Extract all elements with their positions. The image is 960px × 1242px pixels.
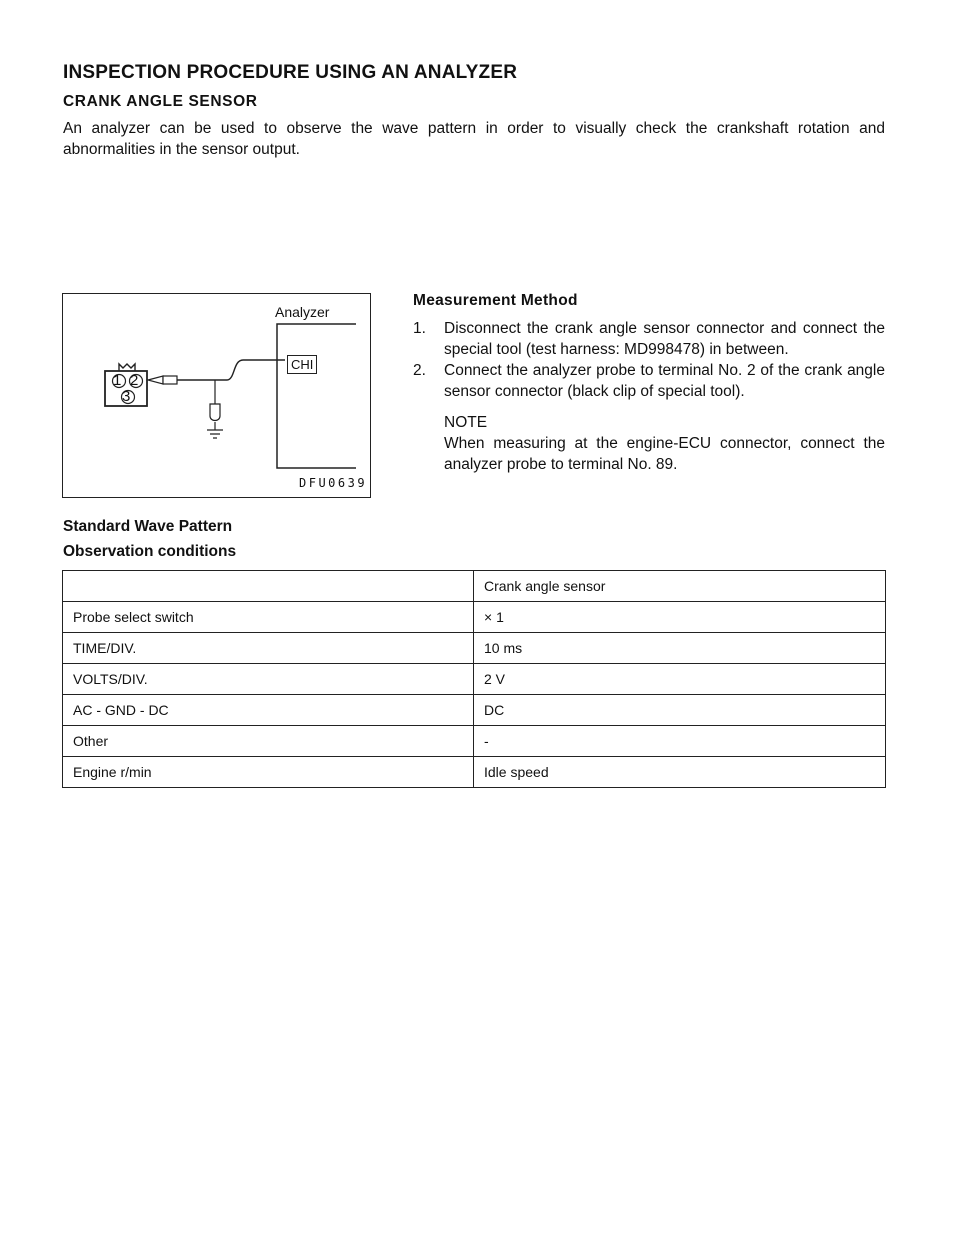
table-cell-label: Engine r/min: [63, 757, 474, 788]
measurement-method-title: Measurement Method: [413, 292, 578, 309]
table-header-row: [63, 571, 886, 602]
table-cell-value: × 1: [474, 602, 886, 633]
table-cell-value: DC: [474, 695, 886, 726]
measurement-steps: [413, 318, 885, 475]
note-block: [444, 412, 885, 475]
table-cell-label: TIME/DIV.: [63, 633, 474, 664]
table-cell-value: 2 V: [474, 664, 886, 695]
analyzer-label: Analyzer: [275, 304, 330, 320]
table-cell-value: Idle speed: [474, 757, 886, 788]
table-cell-label: AC - GND - DC: [63, 695, 474, 726]
table-cell-label: Other: [63, 726, 474, 757]
observation-conditions-table: [62, 570, 886, 788]
note-label: NOTE: [444, 414, 488, 431]
table-row: [63, 695, 886, 726]
table-row: [63, 602, 886, 633]
connection-diagram: [62, 293, 371, 498]
pin-3-label: 3: [122, 388, 131, 405]
observation-conditions-title: Observation conditions: [63, 543, 237, 560]
table-cell-label: VOLTS/DIV.: [63, 664, 474, 695]
table-row: [63, 757, 886, 788]
step-number: 2.: [413, 362, 426, 379]
step-text: Connect the analyzer probe to terminal No. 2 of the crank angle sensor connector (black clip of special tool).: [444, 362, 885, 400]
table-header-cell: [63, 571, 474, 602]
standard-wave-pattern-title: Standard Wave Pattern: [63, 518, 233, 535]
wiring-drawing: [63, 294, 369, 496]
pin-2-label: 2: [130, 372, 139, 389]
table-row: [63, 664, 886, 695]
table-cell-value: -: [474, 726, 886, 757]
table-header-cell: Crank angle sensor: [474, 571, 886, 602]
step-text: Disconnect the crank angle sensor connector and connect the special tool (test harness: MD998478) in between.: [444, 320, 885, 358]
channel-label: CHI: [287, 355, 317, 374]
figure-code: DFU0639: [299, 476, 368, 490]
section-title: CRANK ANGLE SENSOR: [63, 93, 258, 110]
step-1: [413, 318, 885, 360]
table-row: [63, 633, 886, 664]
pin-1-label: 1: [113, 372, 122, 389]
step-2: [413, 360, 885, 402]
table-cell-value: 10 ms: [474, 633, 886, 664]
page-title: INSPECTION PROCEDURE USING AN ANALYZER: [63, 62, 518, 83]
note-text: When measuring at the engine-ECU connector, connect the analyzer probe to terminal No. 89.: [444, 435, 885, 473]
step-number: 1.: [413, 320, 426, 337]
table-cell-label: Probe select switch: [63, 602, 474, 633]
table-row: [63, 726, 886, 757]
intro-paragraph: An analyzer can be used to observe the wave pattern in order to visually check the crankshaft rotation and abnormalities in the sensor output.: [63, 120, 885, 158]
